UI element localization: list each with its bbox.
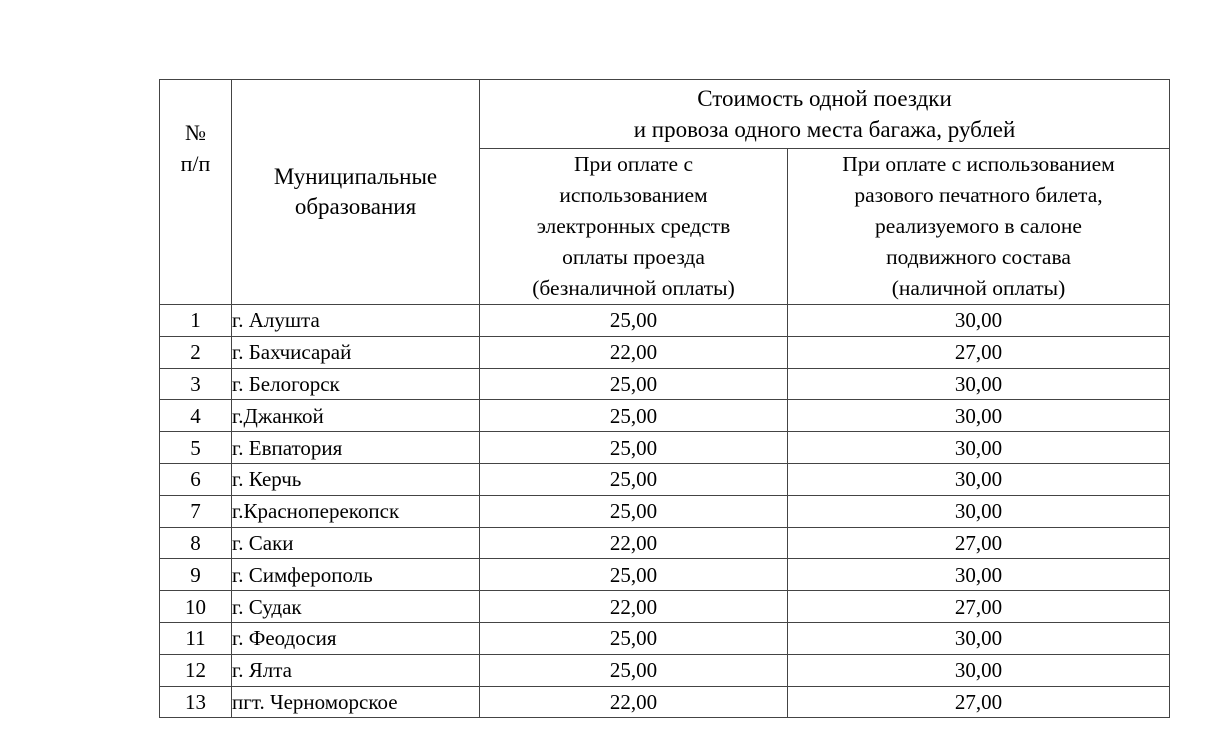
table-row: [160, 432, 1170, 464]
table-row: [160, 463, 1170, 495]
row-municipality: пгт. Черноморское: [232, 686, 480, 718]
table-row: [160, 368, 1170, 400]
row-electronic-fare: 25,00: [480, 559, 788, 591]
row-number: 11: [160, 622, 232, 654]
row-cash-fare: 30,00: [788, 400, 1170, 432]
header-electronic-line: При оплате с: [574, 152, 693, 176]
row-number: 7: [160, 495, 232, 527]
fare-table: [159, 79, 1170, 718]
header-electronic: [480, 149, 788, 305]
header-municipality-line1: Муниципальные: [273, 164, 438, 189]
header-municipality: [232, 80, 480, 305]
row-electronic-fare: 22,00: [480, 591, 788, 623]
fare-table-header: [160, 80, 1170, 305]
row-cash-fare: 27,00: [788, 591, 1170, 623]
header-electronic-line: электронных средств: [536, 214, 731, 238]
header-cash-line: разового печатного билета,: [854, 183, 1103, 207]
table-row: [160, 622, 1170, 654]
row-municipality: г. Судак: [232, 591, 480, 623]
header-municipality-line2: образования: [294, 194, 417, 219]
row-electronic-fare: 25,00: [480, 400, 788, 432]
row-municipality: г. Феодосия: [232, 622, 480, 654]
row-municipality: г.Красноперекопск: [232, 495, 480, 527]
header-cash-line: реализуемого в салоне: [875, 214, 1082, 238]
row-number: 4: [160, 400, 232, 432]
row-cash-fare: 27,00: [788, 686, 1170, 718]
header-cash-line: При оплате с использованием: [842, 152, 1115, 176]
row-electronic-fare: 25,00: [480, 432, 788, 464]
row-electronic-fare: 25,00: [480, 305, 788, 337]
table-row: [160, 400, 1170, 432]
row-electronic-fare: 22,00: [480, 686, 788, 718]
row-municipality: г. Ялта: [232, 654, 480, 686]
header-cash-line: подвижного состава: [886, 245, 1071, 269]
header-cost-line2: и провоза одного места багажа, рублей: [633, 117, 1016, 142]
row-number: 1: [160, 305, 232, 337]
table-row: [160, 336, 1170, 368]
row-number: 10: [160, 591, 232, 623]
row-number: 2: [160, 336, 232, 368]
row-number: 9: [160, 559, 232, 591]
row-municipality: г. Саки: [232, 527, 480, 559]
header-electronic-line: использованием: [559, 183, 708, 207]
row-cash-fare: 30,00: [788, 463, 1170, 495]
table-row: [160, 527, 1170, 559]
table-row: [160, 495, 1170, 527]
row-municipality: г. Керчь: [232, 463, 480, 495]
header-cash-line: (наличной оплаты): [891, 276, 1066, 300]
row-cash-fare: 27,00: [788, 336, 1170, 368]
row-number: 5: [160, 432, 232, 464]
table-row: [160, 305, 1170, 337]
row-number: 8: [160, 527, 232, 559]
row-cash-fare: 27,00: [788, 527, 1170, 559]
row-cash-fare: 30,00: [788, 368, 1170, 400]
header-electronic-line: (безналичной оплаты): [532, 276, 735, 300]
row-electronic-fare: 25,00: [480, 495, 788, 527]
row-electronic-fare: 22,00: [480, 336, 788, 368]
row-municipality: г. Симферополь: [232, 559, 480, 591]
header-number: [160, 80, 232, 305]
row-cash-fare: 30,00: [788, 305, 1170, 337]
row-cash-fare: 30,00: [788, 559, 1170, 591]
row-electronic-fare: 25,00: [480, 654, 788, 686]
row-cash-fare: 30,00: [788, 495, 1170, 527]
header-electronic-line: оплаты проезда: [562, 245, 705, 269]
row-municipality: г. Евпатория: [232, 432, 480, 464]
row-municipality: г. Алушта: [232, 305, 480, 337]
fare-table-body: [160, 305, 1170, 718]
row-municipality: г.Джанкой: [232, 400, 480, 432]
row-municipality: г. Бахчисарай: [232, 336, 480, 368]
row-number: 12: [160, 654, 232, 686]
table-row: [160, 654, 1170, 686]
row-electronic-fare: 22,00: [480, 527, 788, 559]
row-number: 6: [160, 463, 232, 495]
header-cost: [480, 80, 1170, 149]
header-cost-line1: Стоимость одной поездки: [697, 86, 952, 111]
table-row: [160, 686, 1170, 718]
header-cash: [788, 149, 1170, 305]
row-municipality: г. Белогорск: [232, 368, 480, 400]
row-cash-fare: 30,00: [788, 622, 1170, 654]
row-electronic-fare: 25,00: [480, 622, 788, 654]
header-number-line2: п/п: [180, 151, 211, 176]
row-cash-fare: 30,00: [788, 654, 1170, 686]
row-number: 3: [160, 368, 232, 400]
row-electronic-fare: 25,00: [480, 368, 788, 400]
row-number: 13: [160, 686, 232, 718]
table-row: [160, 591, 1170, 623]
table-row: [160, 559, 1170, 591]
row-electronic-fare: 25,00: [480, 463, 788, 495]
header-number-line1: №: [185, 120, 206, 145]
row-cash-fare: 30,00: [788, 432, 1170, 464]
